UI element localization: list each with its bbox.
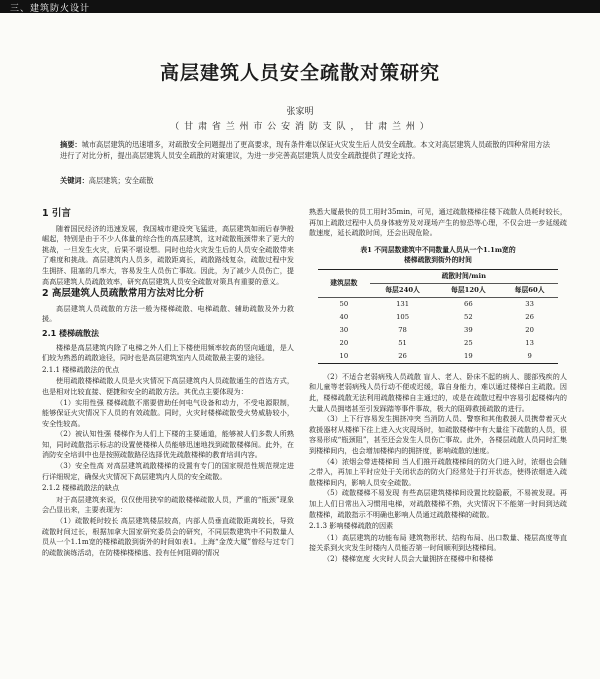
paragraph: （4）浓烟会带进楼梯间 当人们推开疏散楼梯间的防火门进入时，浓烟也会随之带入，再加上平时应处于关闭状态的防火门经常处于打开状态，使得浓烟进入疏散楼梯间内，影响人员安全疏散。 xyxy=(309,456,567,487)
table-row xyxy=(318,337,558,350)
abstract xyxy=(60,139,550,161)
table-caption-line-1: 表1 不同层数建筑中不同数量人员从一个1.1m宽的 xyxy=(360,245,516,254)
paper-title: 高层建筑人员安全疏散对策研究 xyxy=(159,62,440,84)
keywords-text: 高层建筑；安全疏散 xyxy=(88,176,154,185)
table-row xyxy=(318,311,558,324)
table-header-floors: 建筑层数 xyxy=(318,269,370,297)
table-header-cell: 每层240人 xyxy=(370,283,436,297)
section-2-1-heading: 2.1 楼梯疏散法 xyxy=(42,328,99,338)
table-cell: 131 xyxy=(396,299,410,308)
section-2-1-2-heading: 2.1.2 楼梯疏散法的缺点 xyxy=(42,483,120,493)
table-cell: 51 xyxy=(398,338,407,347)
keywords xyxy=(60,176,540,186)
paragraph: 对于高层建筑来说，仅仅使用狭窄的疏散楼梯疏散人员，严重的“瓶颈”现象会凸显出来，主要表现为： xyxy=(42,494,294,515)
table-cell: 39 xyxy=(464,325,473,334)
table-cell: 40 xyxy=(339,312,349,321)
paragraph: （3）安全性高 对高层建筑疏散楼梯的设置有专门的国家规范性规范规定进行详细规定，确保火灾情况下高层建筑内人员的安全疏散。 xyxy=(42,461,294,481)
section-header-label: 三、建筑防火设计 xyxy=(10,4,91,14)
table-cell: 20 xyxy=(525,325,534,334)
table-cell: 66 xyxy=(464,299,473,308)
paragraph: （1）高层建筑的功能布局 建筑物形状、结构布局、出口数量、楼层高度等直接关系到火灾发生时楼内人员能否第一时间顺利到达楼梯间。 xyxy=(309,532,567,553)
paper-affiliation: （ 甘 肃 省 兰 州 市 公 安 消 防 支 队 ， 甘 肃 兰 州 ） xyxy=(170,122,430,132)
section-2-1-1-heading: 2.1.1 楼梯疏散法的优点 xyxy=(42,364,120,374)
paragraph: （2）不适合老弱病残人员疏散 盲人、老人、卧床不起的病人、腿部残疾的人和儿童等老弱病残人员行动不便或迟缓，靠自身能力，难以通过楼梯自主疏散。因此，楼梯疏散无法利用疏散楼梯自主通过的，或是在疏散过程中容易引起楼梯内的大量人员拥堵甚至引发踩踏等事件事故，极大的阻碍救援疏散的进行。 xyxy=(309,371,567,413)
table-group-header: 疏散时间/min xyxy=(370,269,558,283)
table-cell: 50 xyxy=(339,299,349,308)
table-cell: 30 xyxy=(339,325,349,334)
table-cell: 33 xyxy=(525,299,534,308)
table-header-cell: 每层120人 xyxy=(435,283,501,297)
paragraph: 熟悉大厦最快的员工用时35min，可见，通过疏散楼梯往楼下疏散人员耗时较长，再加上疏散过程中人员身体疲劳及对现场产生的惊恐等心理，不仅会进一步延缓疏散速度，延长疏散时间，还会出现危险。 xyxy=(309,207,567,238)
table-row xyxy=(318,324,558,337)
table-caption-line-2: 楼梯疏散到街外的时间 xyxy=(404,255,472,264)
table-caption xyxy=(309,245,567,265)
keywords-label: 关键词： xyxy=(60,176,89,185)
table-cell: 9 xyxy=(501,350,558,364)
right-column xyxy=(309,207,567,564)
paragraph: （2）楼梯宽度 火灾时人员会大量拥挤在楼梯中和楼梯 xyxy=(323,553,493,563)
section-2-1-3-heading: 2.1.3 影响楼梯疏散的因素 xyxy=(309,521,394,531)
section-1-heading: 1 引言 xyxy=(42,208,71,219)
paragraph: 楼梯是高层建筑内除了电梯之外人们上下楼使用频率较高的竖向通道，是人们较为熟悉的疏散途径，同时也是高层建筑室内人员疏散最主要的途径。 xyxy=(42,342,294,363)
paragraph: （3）上下行容易发生拥挤冲突 当消防人员、警察和其他救援人员携带着灭火救援器材从楼梯下往上进入火灾现场时，如疏散楼梯中有大量往下疏散的人员，很容易形成“瓶颈阻”，甚至还会发生人员伤亡事故。此外，各楼层疏散人员同时汇集到楼梯间内，也会增加楼梯内的拥挤度，影响疏散的速度。 xyxy=(309,414,567,455)
table-cell: 13 xyxy=(525,338,534,347)
paper-author: 张家明 xyxy=(286,107,314,117)
paragraph: 使用疏散楼梯疏散人员是火灾情况下高层建筑内人员疏散通生的首选方式，也是相对比较直接、便捷和安全的疏散方法。其优点主要体现为： xyxy=(42,376,294,396)
paragraph: 随着国民经济的迅速发展，我国城市建设突飞猛进，高层建筑如雨后春笋般崛起，特别是由于不少人体量的综合性的高层建筑，这对疏散瓶颈带来了更大的挑战，一旦发生火灾，后果不堪设想。同时也给火灾发生后的人员安全疏散带来了难度和挑战。高层建筑内人员多，疏散距离长，疏散路线复杂，疏散过程中发生拥挤、阻塞的几率大，容易发生人员伤亡事故。因此，为了减少人员伤亡，提高高层建筑人员疏散效率，研究高层建筑人员安全疏散对策具有重要的意义。 xyxy=(42,223,294,286)
section-2-heading: 2 高层建筑人员疏散常用方法对比分析 xyxy=(42,288,204,300)
table-cell: 10 xyxy=(318,350,370,364)
table-header-cell: 每层60人 xyxy=(501,283,558,297)
paragraph: （2）被认知性强 楼梯作为人们上下楼的主要通道，能够被人们多数人所熟知，同时疏散指示标志的设置使楼梯人员能够迅速地找到疏散楼梯间。此外，在消防安全培训中也是按照疏散路径选择优先疏散楼梯的教育培训内容。 xyxy=(42,429,294,460)
table-cell: 25 xyxy=(464,338,473,347)
table-cell: 52 xyxy=(464,312,473,321)
evacuation-time-table xyxy=(318,269,558,364)
table-cell: 19 xyxy=(435,350,501,364)
paragraph: （1）实用性强 楼梯疏散不需要借助任何电气设备和动力，不受电源限制，能够保证火灾情况下人员的有效疏散。同时，火灾时楼梯疏散受火势威胁较小，安全性较高。 xyxy=(42,397,294,428)
table-cell: 78 xyxy=(398,325,407,334)
table-cell: 105 xyxy=(396,312,410,321)
table-row xyxy=(318,297,558,311)
left-column xyxy=(42,207,294,558)
paragraph: （1）疏散耗时较长 高层建筑楼层较高，内部人员垂直疏散距离较长，导致疏散时间过长，根据加拿大国家研究委员会的研究，不同层数建筑中不同数量人员从一个1.1m宽的楼梯疏散到街外的时间如表1。上海“金茂大厦”曾经与过专门的疏散演练活动，在防楼梯楼梯逃、投有任何阻碍的情况 xyxy=(42,516,294,557)
paragraph: 高层建筑人员疏散的方法一般为楼梯疏散、电梯疏散、辅助疏散及外力救援。 xyxy=(42,303,294,324)
table-cell: 26 xyxy=(370,350,436,364)
table-cell: 26 xyxy=(525,312,534,321)
table-row xyxy=(318,350,558,364)
table-cell: 20 xyxy=(339,338,349,347)
abstract-label: 摘要： xyxy=(60,140,82,149)
paragraph: （5）疏散楼梯不易发现 有些高层建筑楼梯间设置比较隐蔽，不易被发现。再加上人们日常出入习惯用电梯，对疏散楼梯不熟，火灾情况下不能第一时间到达疏散楼梯，疏散指示不明确也影响人员通过疏散楼梯的疏散。 xyxy=(309,488,567,519)
abstract-text: 城市高层建筑的迅速增多，对疏散安全问题提出了更高要求，现有条件难以保证火灾发生后人员安全疏散。本文对高层建筑人员疏散的四种常用方法进行了对比分析，提出高层建筑人员安全疏散的对策建议，为进一步完善高层建筑人员安全疏散提供了理论支持。 xyxy=(60,140,550,160)
